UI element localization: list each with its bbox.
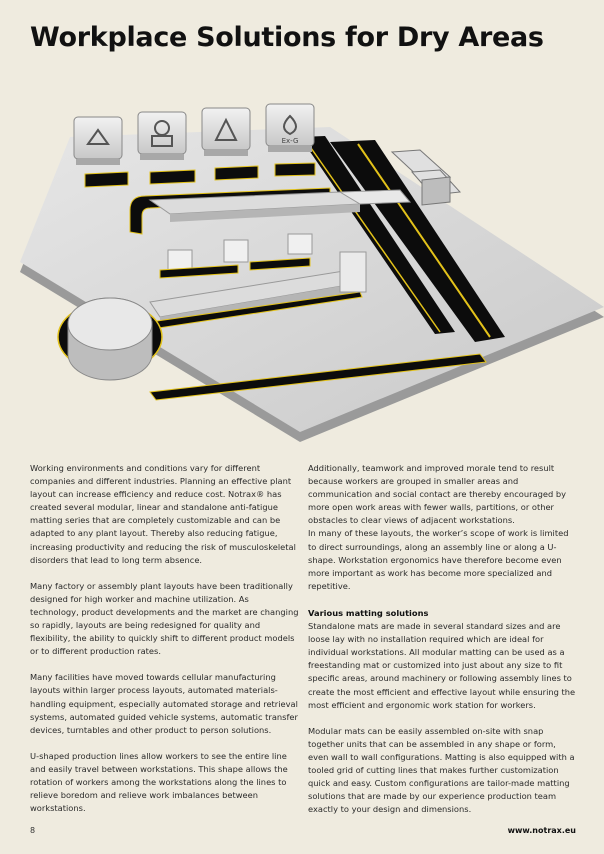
paragraph: Working environments and conditions vary for different companies and different industries. Planning an effective plant layout can increase efficiency and reduce cost. Notrax® has created several modular, linear and standalone anti-fatigue matting series that are completely customizable and can be adapted to any plant layout. Thereby also reducing fatigue, increasing productivity and reducing the risk of musculoskeletal disorders that lead to long term absence. <box>30 463 296 565</box>
paragraph: Modular mats can be easily assembled on-site with snap together units that can be assembled in any shape or form, even wall to wall configurations. Matting is also equipped with a tooled grid of cutting lines that makes further customization quick and easy. Custom configurations are tailor-made matting solutions that are made by our experience production team exactly to your design and dimensions. <box>308 725 575 815</box>
sign-label: Ex-G <box>281 137 299 145</box>
paragraph: U-shaped production lines allow workers to see the entire line and easily travel between workstations. This shape allows the rotation of workers among the workstations along the lines to relieve boredom and relieve work imbalances between workstations. <box>30 750 288 814</box>
right-text-column <box>308 462 578 829</box>
recycle-icon <box>74 117 122 165</box>
website-link[interactable]: www.notrax.eu <box>507 826 576 835</box>
paragraph: Many factory or assembly plant layouts have been traditionally designed for high worker and machine utilization. As technology, product developments and the market are changing so rapidly, layouts are being redesigned for quality and flexibility, the ability to quickly shift to different product models or to different production rates. <box>30 580 299 657</box>
fire-icon <box>266 104 314 152</box>
turntable <box>58 298 162 380</box>
paragraph: Standalone mats are made in several standard sizes and are loose lay with no installation required which are ideal for individual workstations. All modular matting can be used as a freestanding mat or customized into just about any size to fit specific areas, around machinery or following assembly lines to create the most efficient and effective layout while ensuring the most efficient and ergonomic work station for workers. <box>308 621 576 710</box>
paragraph: In many of these layouts, the worker’s scope of work is limited to direct surroundings, along an assembly line or along a U-shape. Workstation ergonomics have therefore become even more important as work has become more specialized and repetitive. <box>308 528 569 591</box>
left-text-column <box>30 462 300 828</box>
page-title: Workplace Solutions for Dry Areas <box>30 22 544 53</box>
operator-icon <box>138 112 186 160</box>
paragraph: Many facilities have moved towards cellular manufacturing layouts within larger process layouts, automated materials-handling equipment, especially automated storage and retrieval systems, automated guided vehicle systems, automatic transfer devices, turntables and other product to person solutions. <box>30 672 298 735</box>
paragraph: Additionally, teamwork and improved morale tend to result because workers are grouped in smaller areas and communication and social contact are thereby encouraged by more open work areas with fewer walls, partitions, or other obstacles to clear views of adjacent workstations. <box>308 463 567 526</box>
chemical-hazard-icon <box>202 108 250 156</box>
section-heading: Various matting solutions <box>308 607 429 618</box>
page-number: 8 <box>30 826 36 835</box>
plant-layout-illustration <box>0 92 604 452</box>
